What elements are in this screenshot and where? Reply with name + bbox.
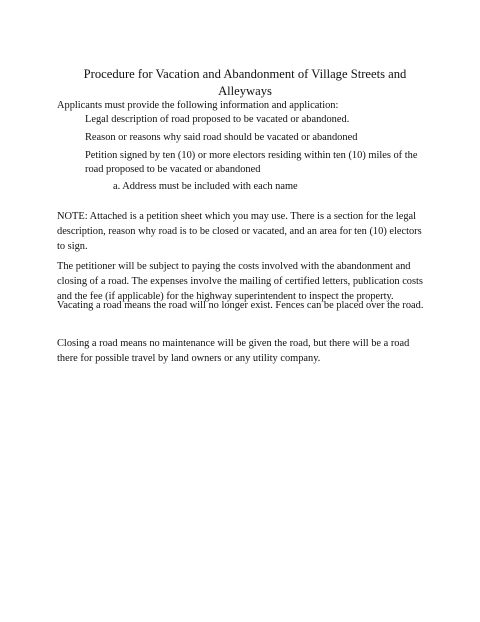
closing-paragraph: Closing a road means no maintenance will be given the road, but there will be a road there for possible travel by land owners or any utility company. — [57, 338, 410, 364]
intro-text: Applicants must provide the following information and application: — [57, 100, 339, 111]
requirement-address-subitem: a. Address must be included with each name — [113, 181, 298, 192]
note-paragraph: NOTE: Attached is a petition sheet which you may use. There is a section for the legal description, reason why road is to be closed or vacated, and an area for ten (10) electors to sign. — [57, 211, 422, 252]
requirement-reasons: Reason or reasons why said road should be vacated or abandoned — [85, 131, 358, 143]
requirement-legal-description: Legal description of road proposed to be vacated or abandoned. — [85, 114, 350, 125]
requirements-list — [85, 113, 425, 181]
costs-paragraph: The petitioner will be subject to paying the costs involved with the abandonment and closing of a road. The expenses involve the mailing of certified letters, publication costs and the fee (if applicable) for the highway superintendent to inspect the property. — [57, 261, 423, 302]
requirement-petition: Petition signed by ten (10) or more electors residing within ten (10) miles of the road proposed to be vacated or abandoned — [85, 149, 418, 176]
vacating-paragraph: Vacating a road means the road will no longer exist. Fences can be placed over the road. — [57, 300, 424, 311]
document-title: Procedure for Vacation and Abandonment of Village Streets and Alleyways — [83, 67, 407, 99]
